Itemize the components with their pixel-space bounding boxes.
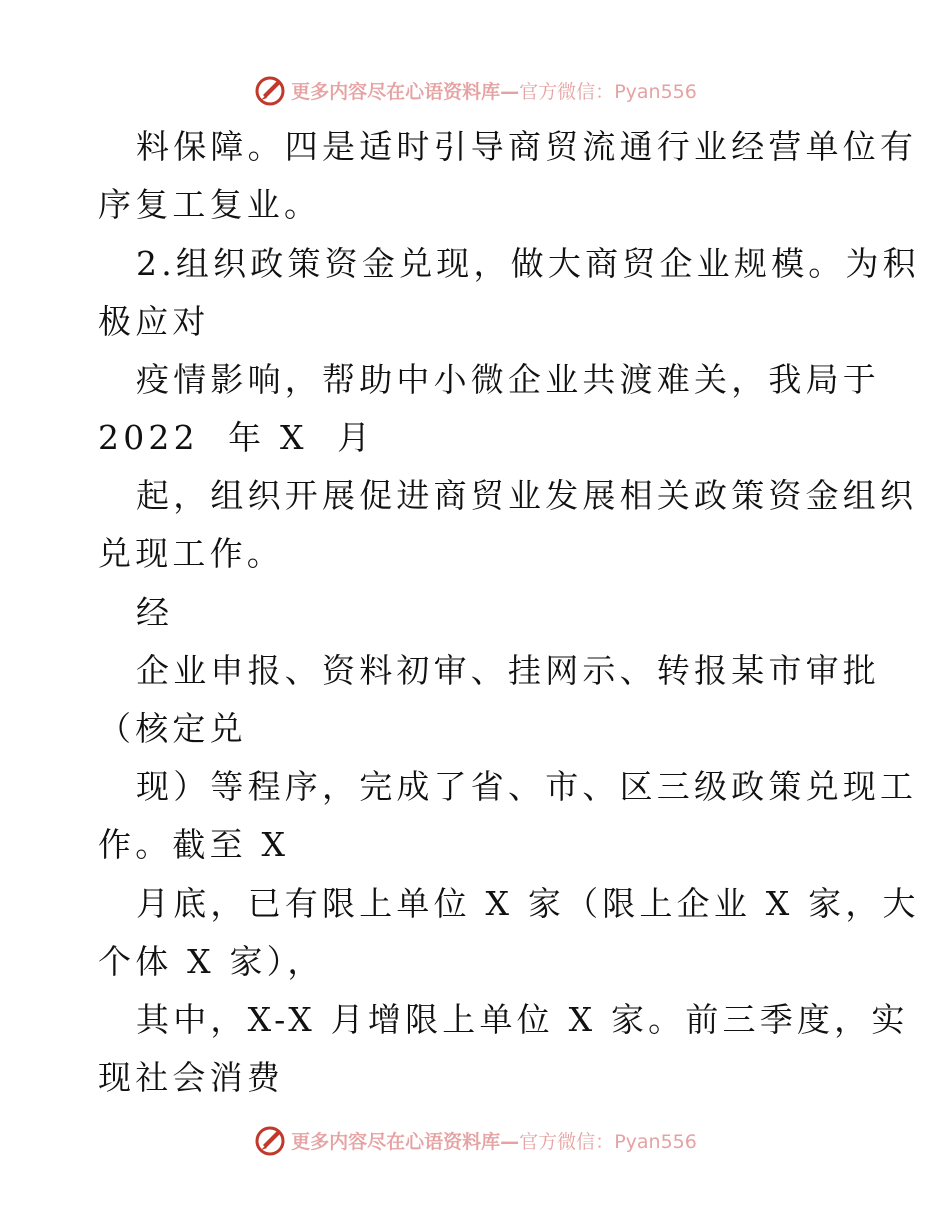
header-wechat-id: Pyan556 [614,80,697,103]
text-line: 经 [136,593,174,632]
text-line: 现）等程序，完成了省、市、区三级政策兑现工 [136,767,918,806]
text-line: 现社会消费 [98,1058,284,1097]
text-line: （核定兑 [98,709,247,748]
text-line: 疫情影响，帮助中小微企业共渡难关，我局于 [136,360,880,399]
header-dash: — [500,80,520,103]
text-line: 作。截至 X [98,825,290,864]
footer-watermark-text [291,1127,697,1154]
footer-wechat-id: Pyan556 [614,1130,697,1153]
header-brand-text: 更多内容尽在心语资料库 [291,80,501,103]
text-line: 序复工复业。 [98,185,322,224]
text-line: 企业申报、资料初审、挂网示、转报某市审批 [136,651,880,690]
footer-brand-text: 更多内容尽在心语资料库 [291,1130,501,1153]
header-wechat-label: 官方微信： [519,80,615,103]
text-line: 月底，已有限上单位 X 家（限上企业 X 家，大 [136,884,920,923]
footer-wechat-label: 官方微信： [519,1130,615,1153]
text-line: 料保障。四是适时引导商贸流通行业经营单位有 [136,127,918,166]
text-line: 2022 年 X 月 [98,418,375,457]
footer-watermark [0,1120,950,1160]
brand-logo-icon [253,1123,287,1157]
text-line: 2.组织政策资金兑现，做大商贸企业规模。为积 [136,244,920,283]
text-line: 起，组织开展促进商贸业发展相关政策资金组织 [136,476,918,515]
text-line: 极应对 [98,302,210,341]
text-line: 个体 X 家）， [98,942,325,981]
text-line: 兑现工作。 [98,534,284,573]
footer-dash: — [500,1130,520,1153]
text-line: 其中，X-X 月增限上单位 X 家。前三季度，实 [136,1000,909,1039]
